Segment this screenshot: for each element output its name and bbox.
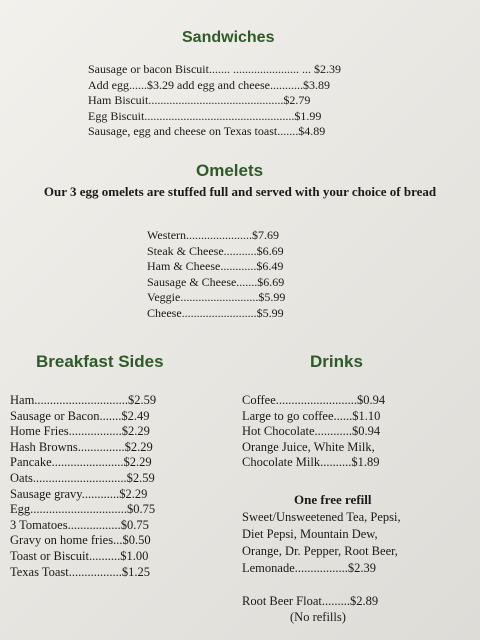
- menu-item: 3 Tomatoes.................$0.75: [10, 517, 149, 532]
- menu-item: Hash Browns...............$2.29: [10, 439, 153, 454]
- menu-item: Large to go coffee......$1.10: [242, 408, 381, 423]
- menu-item: Root Beer Float.........$2.89: [242, 594, 379, 608]
- drinks-heading: Drinks: [310, 352, 363, 371]
- sandwiches-heading: Sandwiches: [182, 29, 275, 46]
- breakfast-sides-list: [10, 393, 156, 580]
- menu-item: Hot Chocolate............$0.94: [242, 424, 381, 439]
- menu-item: Orange, Dr. Pepper, Root Beer,: [242, 544, 398, 558]
- menu-item: Pancake.......................$2.29: [10, 455, 152, 470]
- menu-item: Texas Toast.................$1.25: [10, 564, 151, 579]
- menu-item: Add egg......$3.29 add egg and cheese...........$3.89: [88, 77, 330, 92]
- omelets-heading: Omelets: [196, 161, 264, 180]
- refill-heading: One free refill: [294, 492, 372, 507]
- sandwiches-list: [88, 62, 341, 140]
- menu-item: Western......................$7.69: [147, 228, 280, 242]
- drinks-list: [242, 393, 385, 471]
- omelets-list: [147, 228, 285, 321]
- menu-item: Veggie..........................$5.99: [147, 290, 286, 304]
- menu-note: (No refills): [290, 610, 346, 624]
- menu-item: Egg...............................$0.75: [10, 502, 156, 517]
- menu-item: Home Fries.................$2.29: [10, 424, 150, 439]
- menu-item: Sausage, egg and cheese on Texas toast.......$4.89: [88, 124, 326, 139]
- menu-item: Sweet/Unsweetened Tea, Pepsi,: [242, 510, 401, 524]
- menu-item: Sausage or bacon Biscuit....... ...................... ... $2.39: [88, 62, 341, 76]
- menu-item: Lemonade.................$2.39: [242, 561, 377, 575]
- menu-item: Sausage gravy............$2.29: [10, 486, 148, 501]
- menu-item: Sausage & Cheese.......$6.69: [147, 274, 285, 289]
- menu-item: Toast or Biscuit..........$1.00: [10, 548, 149, 563]
- refill-drinks-list: [242, 509, 401, 577]
- menu-item: Oats..............................$2.59: [10, 470, 155, 485]
- menu-item: Ham..............................$2.59: [10, 393, 157, 407]
- menu-item: Coffee..........................$0.94: [242, 393, 386, 407]
- menu-item: Steak & Cheese...........$6.69: [147, 243, 284, 258]
- menu-item: Ham Biscuit.............................................$2.79: [88, 93, 311, 108]
- menu-item: Chocolate Milk..........$1.89: [242, 455, 380, 470]
- root-beer-float: [242, 593, 378, 625]
- breakfast-sides-heading: Breakfast Sides: [36, 352, 164, 371]
- menu-item: Sausage or Bacon.......$2.49: [10, 408, 150, 423]
- menu-item: Diet Pepsi, Mountain Dew,: [242, 527, 378, 541]
- menu-item: Cheese.........................$5.99: [147, 305, 284, 320]
- menu-item: Egg Biscuit..................................................$1.99: [88, 108, 322, 123]
- menu-item: Orange Juice, White Milk,: [242, 439, 375, 454]
- omelets-description: Our 3 egg omelets are stuffed full and served with your choice of bread: [43, 184, 437, 199]
- menu-item: Gravy on home fries...$0.50: [10, 533, 151, 548]
- menu-item: Ham & Cheese............$6.49: [147, 259, 284, 273]
